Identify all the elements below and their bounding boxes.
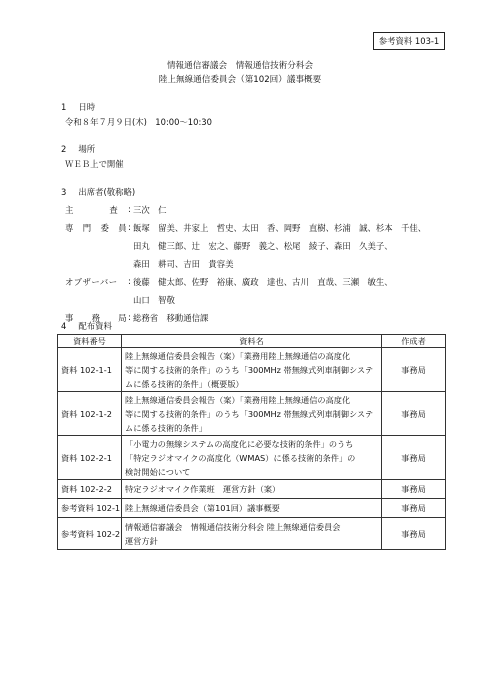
table-row <box>58 436 446 480</box>
material-author: 事務局 <box>382 348 446 392</box>
datetime-value: 令和８年７月９日(木) 10:00～10:30 <box>65 117 212 127</box>
column-header-name: 資料名 <box>122 335 382 348</box>
reference-label: 参考資料 103-1 <box>378 36 440 46</box>
material-author: 事務局 <box>382 392 446 436</box>
section-materials-heading <box>61 320 112 332</box>
section-number: 1 <box>61 102 67 112</box>
section-place-heading <box>61 143 95 155</box>
attendee-role-label: 事 務 局 <box>65 313 128 323</box>
material-author: 事務局 <box>382 480 446 499</box>
column-header-id: 資料番号 <box>58 335 122 348</box>
colon: : <box>128 222 131 232</box>
material-author: 事務局 <box>382 518 446 550</box>
material-id: 資料 102-1-2 <box>58 392 122 436</box>
material-name: 特定ラジオマイク作業班 運営方針（案） <box>122 480 382 499</box>
place-value: ＷＥＢ上で開催 <box>65 159 124 169</box>
material-name: 陸上無線通信委員会（第101回）議事概要 <box>122 499 382 518</box>
attendee-role-label: 専 門 委 員 <box>65 223 128 233</box>
material-name: 陸上無線通信委員会報告（案）「業務用陸上無線通信の高度化 等に関する技術的条件」のうち「300MHz 帯無線式列車制御システ ムに係る技術的条件」 <box>122 392 382 436</box>
attendee-names: 三次 仁 <box>133 205 167 215</box>
column-header-author: 作成者 <box>382 335 446 348</box>
section-number: 4 <box>61 321 67 331</box>
attendee-role-label: オブザーバー <box>65 277 118 287</box>
section-attendees-heading <box>61 186 135 198</box>
material-id: 資料 102-1-1 <box>58 348 122 392</box>
table-row <box>58 518 446 550</box>
attendee-names: 山口 智敬 <box>133 295 175 305</box>
section-heading: 出席者(敬称略) <box>78 187 136 197</box>
table-row <box>58 348 446 392</box>
colon: : <box>128 204 131 214</box>
table-row <box>58 480 446 499</box>
attendee-names: 総務省 移動通信課 <box>133 313 209 323</box>
material-author: 事務局 <box>382 436 446 480</box>
table-row <box>58 392 446 436</box>
colon: : <box>128 312 131 322</box>
colon: : <box>128 276 131 286</box>
section-heading: 日時 <box>78 102 96 112</box>
material-id: 参考資料 102-1 <box>58 499 122 518</box>
section-heading: 配布資料 <box>78 321 112 331</box>
table-row <box>58 499 446 518</box>
material-id: 資料 102-2-1 <box>58 436 122 480</box>
material-author: 事務局 <box>382 499 446 518</box>
table-header-row <box>58 335 446 348</box>
document-title-line2: 陸上無線通信委員会（第102回）議事概要 <box>158 75 322 85</box>
document-title-line1: 情報通信審議会 情報通信技術分科会 <box>166 61 314 71</box>
attendee-names: 飯塚 留美、井家上 哲史、太田 香、岡野 直樹、杉浦 誠、杉本 千佳、 <box>133 223 427 233</box>
reference-label-box <box>373 32 445 50</box>
material-id: 資料 102-2-2 <box>58 480 122 499</box>
section-number: 3 <box>61 187 67 197</box>
material-name: 情報通信審議会 情報通信技術分科会 陸上無線通信委員会 運営方針 <box>122 518 382 550</box>
attendee-names: 後藤 健太郎、佐野 裕康、廣政 達也、古川 直哉、三瀬 敏生、 <box>133 277 393 287</box>
materials-table <box>57 334 446 550</box>
attendee-names: 田丸 健三郎、辻 宏之、藤野 義之、松尾 綾子、森田 久美子、 <box>133 241 393 251</box>
material-id: 参考資料 102-2 <box>58 518 122 550</box>
section-number: 2 <box>61 144 67 154</box>
material-name: 「小電力の無線システムの高度化に必要な技術的条件」のうち 「特定ラジオマイクの高度化（WMAS）に係る技術的条件」の 検討開始について <box>122 436 382 480</box>
section-datetime-heading <box>61 101 95 113</box>
attendee-role-label: 主 査 <box>65 205 119 215</box>
section-heading: 場所 <box>78 144 96 154</box>
attendee-names: 森田 耕司、吉田 貴容美 <box>133 259 234 269</box>
material-name: 陸上無線通信委員会報告（案）「業務用陸上無線通信の高度化 等に関する技術的条件」のうち「300MHz 帯無線式列車制御システ ムに係る技術的条件」（概要版） <box>122 348 382 392</box>
